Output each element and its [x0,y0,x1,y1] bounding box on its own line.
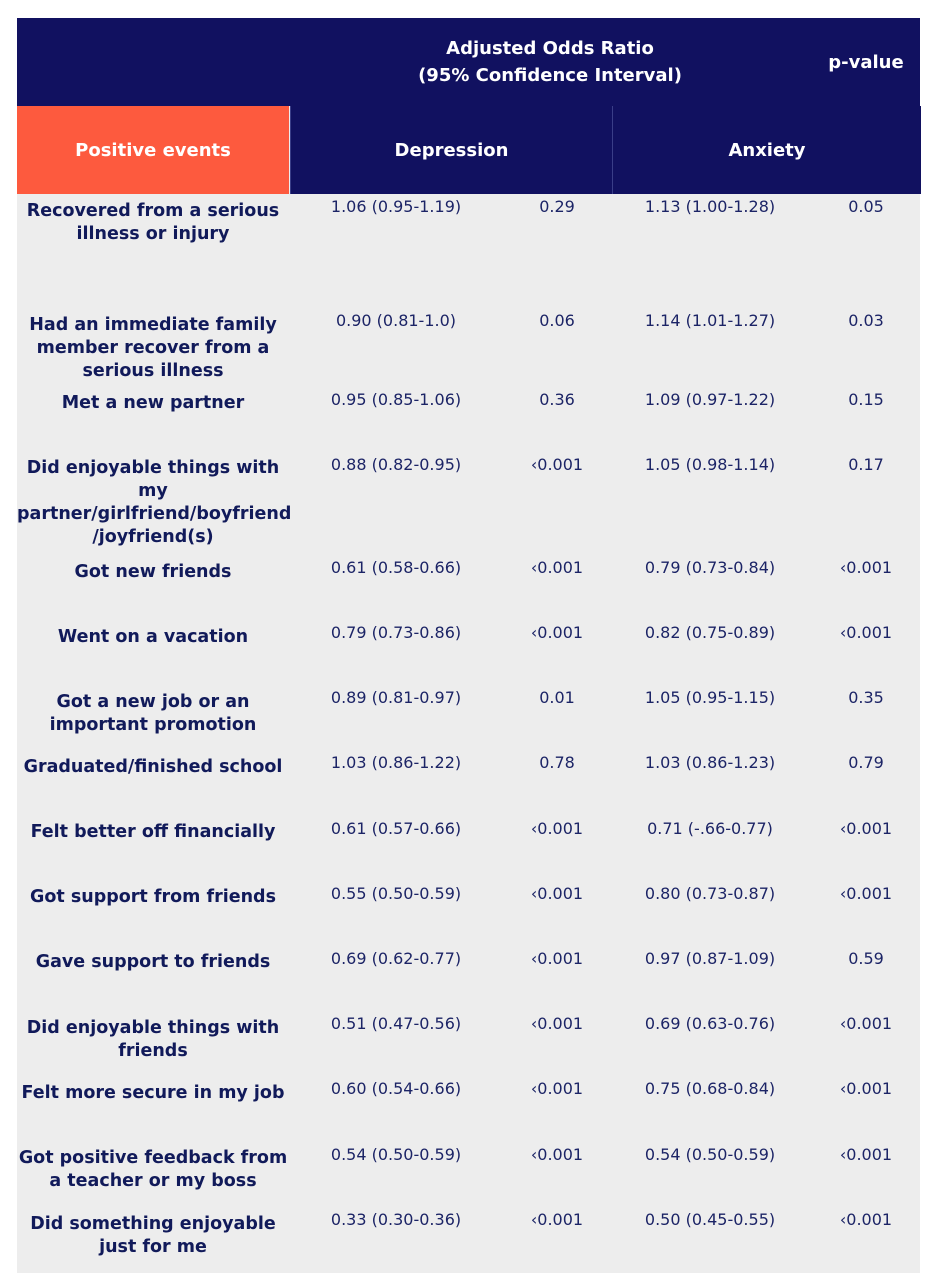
title-line-1: Adjusted Odds Ratio [446,38,654,59]
anxiety-p-value: 0.03 [848,311,884,330]
positive-events-header: Positive events [17,106,289,194]
anxiety-odds-ratio: 1.05 (0.98-1.14) [644,455,776,474]
anxiety-p-value: ‹0.001 [839,1145,893,1164]
depression-p-value: 0.06 [539,311,575,330]
event-label: Went on a vacation [57,627,249,647]
depression-odds-ratio: 0.89 (0.81-0.97) [330,688,462,707]
anxiety-odds-ratio: 0.71 (-.66-0.77) [647,819,773,838]
event-label: Gave support to friends [35,952,271,972]
depression-p-value: ‹0.001 [530,1079,584,1098]
anxiety-odds-ratio: 0.69 (0.63-0.76) [644,1014,776,1033]
anxiety-odds-ratio: 1.14 (1.01-1.27) [644,311,776,330]
anxiety-p-value: ‹0.001 [839,1079,893,1098]
event-label: Recovered from a serious illness or injury [26,201,280,244]
title-line-2: (95% Confidence Interval) [418,65,682,86]
anxiety-p-value: ‹0.001 [839,558,893,577]
anxiety-odds-ratio: 1.09 (0.97-1.22) [644,390,776,409]
anxiety-odds-ratio: 1.13 (1.00-1.28) [644,197,776,216]
event-label: Got support from friends [30,887,276,907]
anxiety-odds-ratio: 0.79 (0.73-0.84) [644,558,776,577]
depression-header: Depression [290,106,612,194]
anxiety-p-value: ‹0.001 [839,623,893,642]
depression-p-value: ‹0.001 [530,1145,584,1164]
anxiety-p-value: ‹0.001 [839,884,893,903]
anxiety-p-value: 0.05 [848,197,884,216]
anxiety-p-value: 0.35 [848,688,884,707]
event-label: Felt better off financially [30,822,276,842]
odds-ratio-table [17,18,920,1273]
adjusted-odds-ratio-title [289,35,811,89]
anxiety-odds-ratio: 1.05 (0.95-1.15) [644,688,776,707]
anxiety-odds-ratio: 0.54 (0.50-0.59) [644,1145,776,1164]
depression-p-value: ‹0.001 [530,949,584,968]
depression-p-value: ‹0.001 [530,623,584,642]
anxiety-p-value: ‹0.001 [839,1210,893,1229]
depression-odds-ratio: 0.33 (0.30-0.36) [330,1210,462,1229]
event-label: Got new friends [74,562,232,582]
depression-p-value: ‹0.001 [530,1210,584,1229]
depression-p-value: ‹0.001 [530,1014,584,1033]
depression-odds-ratio: 0.55 (0.50-0.59) [330,884,462,903]
depression-odds-ratio: 0.90 (0.81-1.0) [335,311,457,330]
depression-odds-ratio: 0.60 (0.54-0.66) [330,1079,462,1098]
depression-odds-ratio: 1.03 (0.86-1.22) [330,753,462,772]
event-label: Got a new job or an important promotion [49,692,257,735]
event-label: Felt more secure in my job [21,1083,285,1103]
table-header-top [17,18,920,106]
event-label: Did enjoyable things with my partner/girlfriend/boyfriend /joyfriend(s) [17,458,292,547]
anxiety-p-value: ‹0.001 [839,1014,893,1033]
depression-odds-ratio: 0.79 (0.73-0.86) [330,623,462,642]
anxiety-p-value: 0.17 [848,455,884,474]
depression-odds-ratio: 0.88 (0.82-0.95) [330,455,462,474]
event-label: Did enjoyable things with friends [26,1018,280,1061]
anxiety-header: Anxiety [612,106,921,194]
depression-odds-ratio: 0.61 (0.58-0.66) [330,558,462,577]
depression-odds-ratio: 0.95 (0.85-1.06) [330,390,462,409]
anxiety-odds-ratio: 0.80 (0.73-0.87) [644,884,776,903]
p-value-header: p-value [828,51,904,73]
event-label: Graduated/finished school [23,757,283,777]
anxiety-p-value: 0.15 [848,390,884,409]
anxiety-odds-ratio: 0.50 (0.45-0.55) [644,1210,776,1229]
anxiety-odds-ratio: 1.03 (0.86-1.23) [644,753,776,772]
event-label: Had an immediate family member recover from a serious illness [29,315,277,381]
event-label: Met a new partner [61,393,245,413]
depression-p-value: 0.29 [539,197,575,216]
anxiety-odds-ratio: 0.97 (0.87-1.09) [644,949,776,968]
event-label: Did something enjoyable just for me [30,1214,276,1257]
depression-p-value: ‹0.001 [530,884,584,903]
anxiety-odds-ratio: 0.82 (0.75-0.89) [644,623,776,642]
depression-p-value: 0.01 [539,688,575,707]
anxiety-p-value: ‹0.001 [839,819,893,838]
depression-odds-ratio: 0.69 (0.62-0.77) [330,949,462,968]
anxiety-odds-ratio: 0.75 (0.68-0.84) [644,1079,776,1098]
depression-p-value: ‹0.001 [530,819,584,838]
depression-odds-ratio: 0.54 (0.50-0.59) [330,1145,462,1164]
depression-odds-ratio: 0.51 (0.47-0.56) [330,1014,462,1033]
depression-p-value: 0.78 [539,753,575,772]
depression-p-value: 0.36 [539,390,575,409]
anxiety-p-value: 0.79 [848,753,884,772]
depression-p-value: ‹0.001 [530,455,584,474]
depression-odds-ratio: 0.61 (0.57-0.66) [330,819,462,838]
anxiety-p-value: 0.59 [848,949,884,968]
depression-p-value: ‹0.001 [530,558,584,577]
depression-odds-ratio: 1.06 (0.95-1.19) [330,197,462,216]
event-label: Got positive feedback from a teacher or my boss [18,1148,288,1191]
